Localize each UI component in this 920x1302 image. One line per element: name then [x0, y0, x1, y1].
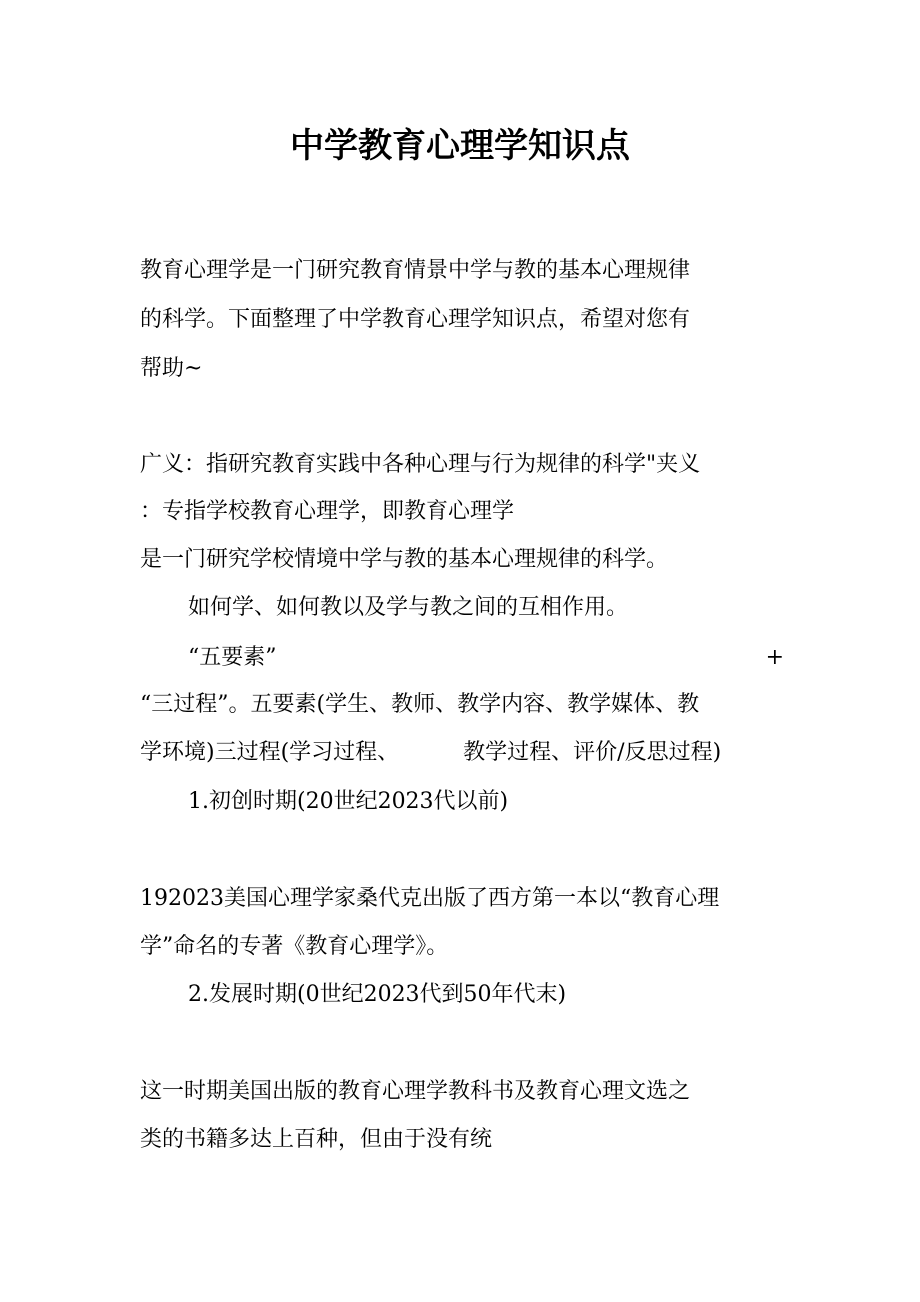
- definition-line-3: 是一门研究学校情境中学与教的基本心理规律的科学。: [140, 547, 669, 572]
- elements-plus: +: [765, 645, 784, 670]
- elements-label: “五要素”: [188, 645, 277, 670]
- period1-line-2: 学”命名的专著《教育心理学》。: [140, 934, 449, 959]
- intro-line-2: 的科学。下面整理了中学教育心理学知识点，希望对您有: [140, 307, 691, 332]
- elements-line-2: “三过程”。五要素(学生、教师、教学内容、教学媒体、教: [140, 692, 700, 717]
- definition-line-1: 广义：指研究教育实践中各种心理与行为规律的科学"夹义: [140, 452, 701, 477]
- intro-line-1: 教育心理学是一门研究教育情景中学与教的基本心理规律: [140, 258, 691, 283]
- period2-line-1: 这一时期美国出版的教育心理学教科书及教育心理文选之: [140, 1079, 691, 1104]
- document-title: 中学教育心理学知识点: [290, 126, 630, 166]
- elements-line-3: [140, 738, 721, 768]
- period1-heading: 1.初创时期(20世纪2023代以前): [188, 789, 509, 814]
- elements-line-3a: 学环境)三过程(学习过程、: [140, 740, 400, 765]
- definition-line-2: ：专指学校教育心理学，即教育心理学: [140, 499, 515, 524]
- definition-line-4: 如何学、如何教以及学与教之间的互相作用。: [188, 595, 629, 620]
- period2-heading: 2.发展时期(0世纪2023代到50年代末): [188, 982, 567, 1007]
- period2-line-2: 类的书籍多达上百种，但由于没有统: [140, 1127, 493, 1152]
- elements-line-1: [188, 643, 784, 673]
- intro-line-3: 帮助~: [140, 356, 203, 381]
- elements-line-3b: 教学过程、评价/反思过程): [463, 740, 722, 765]
- period1-line-1: 192023美国心理学家桑代克出版了西方第一本以“教育心理: [140, 886, 720, 911]
